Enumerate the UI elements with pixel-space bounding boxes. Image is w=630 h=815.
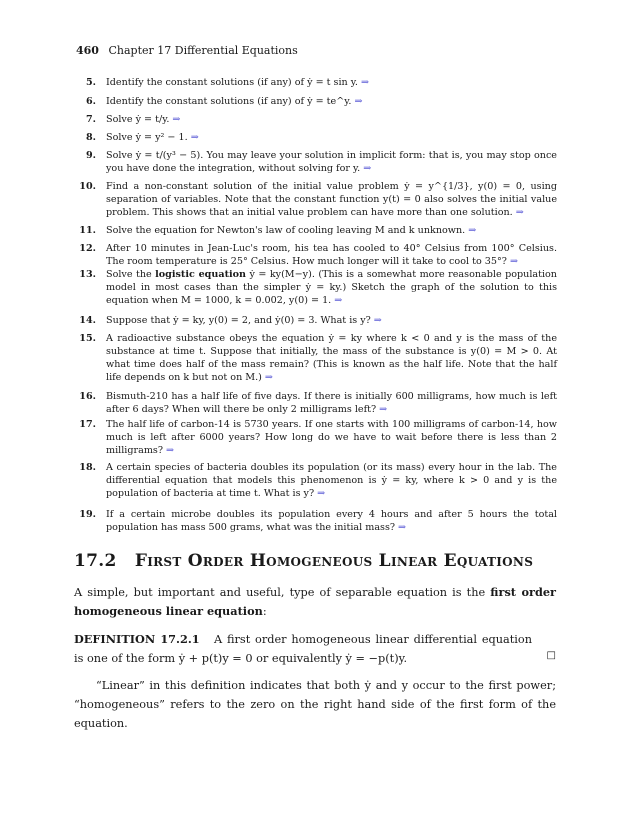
answer-link-arrow-icon[interactable]: ⇒ (354, 96, 363, 107)
exercise-item (76, 131, 557, 144)
section-number: 17.2 (74, 551, 117, 571)
exercise-item (76, 390, 557, 416)
exercise-number: 15. (79, 333, 96, 344)
answer-link-arrow-icon[interactable]: ⇒ (379, 404, 388, 416)
exercise-number: 7. (85, 114, 96, 125)
exercise-number: 16. (79, 391, 96, 402)
answer-link-arrow-icon[interactable]: ⇒ (190, 132, 199, 143)
exercise-text (106, 332, 557, 384)
answer-link-arrow-icon[interactable]: ⇒ (360, 77, 370, 88)
answer-link-arrow-icon[interactable]: ⇒ (398, 522, 407, 534)
exercise-number: 6. (85, 96, 96, 107)
answer-link-arrow-icon[interactable]: ⇒ (363, 163, 372, 175)
exercise-number: 11. (79, 225, 96, 236)
exercise-number: 14. (79, 315, 96, 326)
exercise-item (76, 332, 557, 384)
section-title: First Order Homogeneous Linear Equations (134, 551, 534, 571)
closing-text: “Linear” in this definition indicates that both ẏ and y occur to the first power; “homogeneous” refers to the zero on the right hand side of the first form of the equation. (74, 679, 556, 730)
exercise-text-part: Identify the constant solutions (if any) of ẏ = t sin y. (106, 77, 358, 88)
intro-text-end: : (262, 605, 267, 618)
intro-text: A simple, but important and useful, type of separable equation is the (74, 586, 491, 599)
exercise-text-part: The half life of carbon-14 is 5730 years. If one starts with 100 milligrams of carbon-14, how much is left after 6000 years? How long do we have to wait before there is less than 2 milligrams? (106, 419, 557, 457)
exercise-number: 17. (79, 419, 96, 430)
exercise-text-part: Solve ẏ = y² − 1. (106, 132, 188, 143)
answer-link-arrow-icon[interactable]: ⇒ (468, 225, 477, 236)
qed-box-icon: □ (546, 650, 556, 661)
definition-text: A first order homogeneous linear differential equation is one of the form ẏ + p(t)y = 0 or equivalently ẏ = −p(t)y. (74, 633, 532, 665)
exercise-text-part: Suppose that ẏ = ky, y(0) = 2, and ẏ(0) = 3. What is y? (106, 315, 371, 326)
exercise-number: 5. (85, 77, 96, 88)
exercise-text-part: A radioactive substance obeys the equation ẏ = ky where k < 0 and y is the mass of the substance at time t. Suppose that initially, the mass of the substance is y(0) = M > 0. At what time does half of the mass remain? (This is known as the half life. Note that the half life depends on k but not on M.) (106, 333, 557, 384)
exercise-number: 8. (85, 132, 96, 143)
page-number: 460 (76, 44, 99, 57)
exercise-item (76, 508, 557, 534)
answer-link-arrow-icon[interactable]: ⇒ (373, 315, 382, 326)
exercise-item (76, 149, 557, 175)
exercise-text-part: Solve the equation for Newton's law of cooling leaving M and k unknown. (106, 225, 466, 236)
exercise-item (76, 224, 557, 237)
exercise-text (106, 418, 557, 457)
exercise-text (106, 268, 557, 307)
exercise-item (76, 418, 557, 457)
answer-link-arrow-icon[interactable]: ⇒ (509, 256, 518, 268)
exercise-text-part: Solve the (106, 269, 156, 280)
exercise-text (106, 242, 557, 268)
exercise-text (106, 180, 557, 219)
answer-link-arrow-icon[interactable]: ⇒ (515, 207, 524, 219)
answer-link-arrow-icon[interactable]: ⇒ (317, 488, 326, 500)
exercise-item (76, 461, 557, 500)
exercise-number: 19. (79, 509, 96, 520)
closing-paragraph (74, 676, 556, 733)
exercise-number: 9. (85, 150, 96, 161)
exercise-text (106, 113, 557, 126)
chapter-title: Chapter 17 Differential Equations (108, 44, 298, 57)
exercise-number: 18. (79, 462, 96, 473)
exercise-item (76, 95, 557, 108)
answer-link-arrow-icon[interactable]: ⇒ (334, 295, 343, 307)
exercise-text-part: Bismuth-210 has a half life of five days. If there is initially 600 milligrams, how much is left after 6 days? When will there be only 2 milligrams left? (106, 391, 557, 416)
page-header (76, 44, 298, 57)
exercise-text (106, 224, 557, 237)
exercise-text-part: If a certain microbe doubles its population every 4 hours and after 5 hours the total population has mass 500 grams, what was the initial mass? (106, 509, 557, 534)
exercise-text-part: A certain species of bacteria doubles its population (or its mass) every hour in the lab. The differential equation that models this phenomenon is ẏ = ky, where k > 0 and y is the population of bacteria at time t. What is y? (106, 462, 557, 500)
exercise-number: 13. (79, 269, 96, 280)
exercise-number: 12. (79, 243, 96, 254)
exercise-text (106, 314, 557, 327)
definition-block (74, 630, 556, 668)
exercise-text-part: Find a non-constant solution of the initial value problem ẏ = y^{1/3}, y(0) = 0, using separation of variables. Note that the constant function y(t) = 0 also solves the initial value problem. This shows that an initial value problem can have more than one solution. (106, 181, 557, 219)
exercise-text (106, 76, 557, 89)
exercise-item (76, 76, 557, 89)
answer-link-arrow-icon[interactable]: ⇒ (172, 114, 181, 125)
exercise-text-part: Solve ẏ = t/(y³ − 5). You may leave your solution in implicit form: that is, you may stop once you have done the integration, without solving for y. (106, 150, 557, 175)
exercise-text-part: ẏ = ky(M−y). (This is a somewhat more reasonable population model in most cases than the simpler ẏ = ky.) Sketch the graph of the solution to this equation when M = 1000, k = 0.002, y(0) = 1. (106, 269, 557, 307)
exercise-item (76, 113, 557, 126)
exercise-item (76, 242, 557, 268)
exercise-text (106, 131, 557, 144)
exercise-item (76, 180, 557, 219)
exercise-text (106, 390, 557, 416)
exercise-item (76, 268, 557, 307)
exercise-text (106, 95, 557, 108)
answer-link-arrow-icon[interactable]: ⇒ (165, 445, 175, 457)
exercise-text-part: After 10 minutes in Jean-Luc's room, his tea has cooled to 40° Celsius from 100° Celsius. The room temperature is 25° Celsius. How much longer will it take to cool to 35°? (106, 243, 557, 268)
exercise-text (106, 508, 557, 534)
exercise-bold-term: logistic equation (155, 269, 247, 280)
exercise-number: 10. (79, 181, 96, 192)
section-heading (74, 551, 533, 571)
answer-link-arrow-icon[interactable]: ⇒ (264, 372, 273, 384)
exercise-text (106, 461, 557, 500)
intro-bold-term: first order homogeneous linear equation (74, 585, 557, 618)
exercise-text-part: Solve ẏ = t/y. (106, 114, 170, 125)
exercise-text (106, 149, 557, 175)
definition-label: DEFINITION 17.2.1 (74, 632, 200, 646)
exercise-text-part: Identify the constant solutions (if any) of ẏ = te^y. (106, 96, 352, 107)
intro-paragraph (74, 583, 556, 621)
exercise-item (76, 314, 557, 327)
